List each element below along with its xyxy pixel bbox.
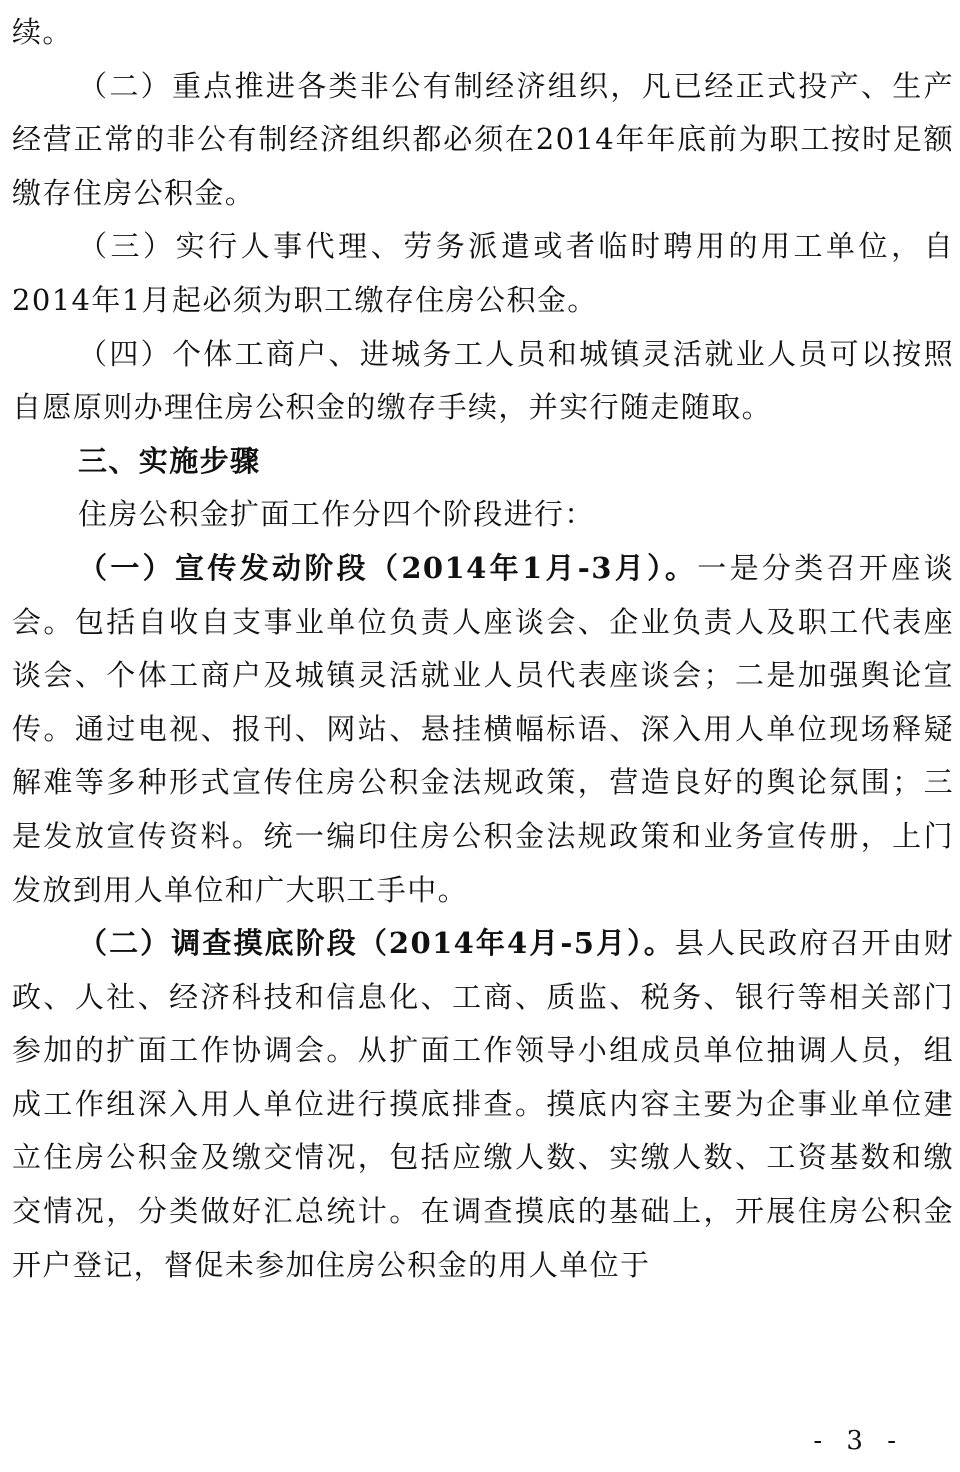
- paragraph-continuation: [12, 6, 954, 60]
- section-heading: 三、实施步骤: [78, 443, 261, 478]
- paragraph-stage-2: [12, 917, 954, 1292]
- paragraph-text: （二）重点推进各类非公有制经济组织，凡已经正式投产、生产经营正常的非公有制经济组织都必须在2014年年底前为职工按时足额缴存住房公积金。: [12, 68, 954, 210]
- paragraph-text: 一是分类召开座谈会。包括自收自支事业单位负责人座谈会、企业负责人及职工代表座谈会、个体工商户及城镇灵活就业人员代表座谈会；二是加强舆论宣传。通过电视、报刊、网站、悬挂横幅标语、深入用人单位现场释疑解难等多种形式宣传住房公积金法规政策，营造良好的舆论氛围；三是发放宣传资料。统一编印住房公积金法规政策和业务宣传册，上门发放到用人单位和广大职工手中。: [12, 550, 954, 907]
- paragraph-item-2: [12, 60, 954, 221]
- paragraph-stage-1: [12, 542, 954, 917]
- paragraph-item-4: [12, 328, 954, 435]
- paragraph-text: 县人民政府召开由财政、人社、经济科技和信息化、工商、质监、税务、银行等相关部门参加的扩面工作协调会。从扩面工作领导小组成员单位抽调人员，组成工作组深入用人单位进行摸底排查。摸底内容主要为企事业单位建立住房公积金及缴交情况，包括应缴人数、实缴人数、工资基数和缴交情况，分类做好汇总统计。在调查摸底的基础上，开展住房公积金开户登记，督促未参加住房公积金的用人单位于: [12, 926, 954, 1282]
- paragraph-text: 续。: [12, 15, 73, 49]
- stage-title: （二）调查摸底阶段（2014年4月-5月）。: [78, 926, 675, 961]
- document-page: [12, 6, 954, 1292]
- paragraph-text: 住房公积金扩面工作分四个阶段进行：: [78, 497, 595, 532]
- paragraph-item-3: [12, 220, 954, 327]
- page-number: - 3 -: [813, 1426, 904, 1456]
- paragraph-intro: [12, 488, 954, 542]
- paragraph-text: （三）实行人事代理、劳务派遣或者临时聘用的用工单位，自2014年1月起必须为职工缴存住房公积金。: [12, 229, 954, 317]
- stage-title: （一）宣传发动阶段（2014年1月-3月）。: [78, 550, 698, 585]
- paragraph-text: （四）个体工商户、进城务工人员和城镇灵活就业人员可以按照自愿原则办理住房公积金的缴存手续，并实行随走随取。: [12, 336, 954, 425]
